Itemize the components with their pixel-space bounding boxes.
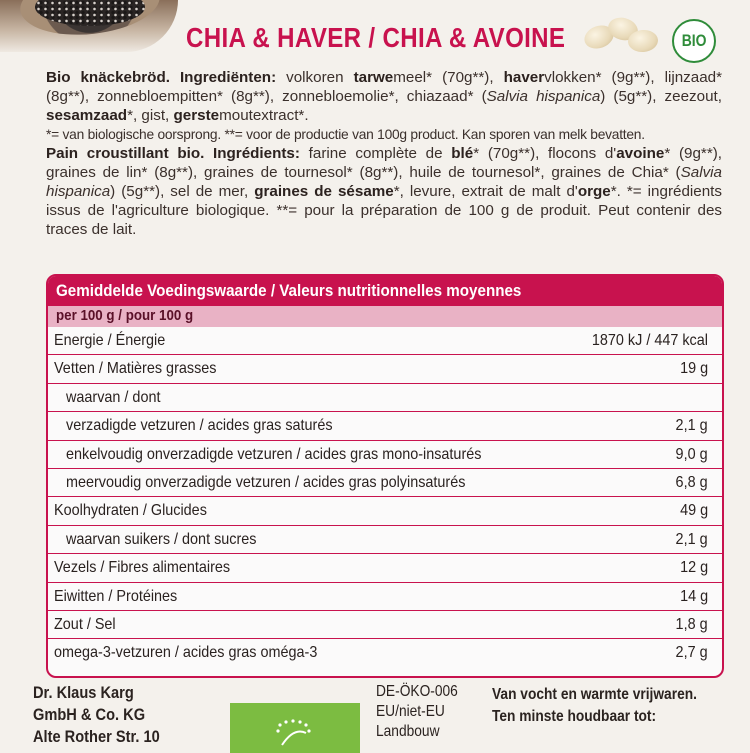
- manufacturer-address: [33, 682, 180, 748]
- nutrient-label: Energie / Énergie: [54, 332, 166, 349]
- ingredients-text: *. *= ingrédients issus de l'agriculture biologique. **= pour la préparation de 100 g de produit. Peut contenir des traces de lait.: [46, 183, 722, 238]
- address-line: Dr. Klaus Karg: [33, 683, 134, 702]
- cert-line: EU/niet-EU: [376, 703, 445, 720]
- allergen-text: tarwe: [353, 69, 394, 86]
- allergen-text: gerste: [173, 107, 220, 124]
- ingredients-text: * (70g**), flocons d': [473, 145, 617, 162]
- allergen-text: sesamzaad: [46, 107, 128, 124]
- nutrient-label: Zout / Sel: [54, 615, 116, 633]
- nutrition-row: [48, 639, 722, 666]
- nutrition-row: [48, 554, 722, 582]
- bio-badge: [672, 19, 716, 63]
- footer: [0, 680, 750, 750]
- nutrition-row: [48, 611, 722, 639]
- nutrient-label: Vetten / Matières grasses: [54, 360, 217, 378]
- nutrient-value: 6,8 g: [675, 473, 708, 491]
- nutrition-row: [48, 355, 722, 383]
- nutrition-row: [48, 526, 722, 554]
- ingredients-text: volkoren: [276, 69, 354, 86]
- ingredients-fr-label: Pain croustillant bio. Ingrédients:: [46, 145, 300, 162]
- nutrient-label: waarvan suikers / dont sucres: [66, 530, 257, 548]
- organic-certification: [376, 682, 471, 742]
- nutrient-value: 1,8 g: [675, 615, 708, 633]
- allergen-text: graines de sésame: [254, 183, 394, 200]
- nutrition-per-row: [48, 306, 722, 327]
- allergen-text: haver: [503, 69, 545, 86]
- cert-line: DE-ÖKO-006: [376, 683, 458, 700]
- nutrient-label: omega-3-vetzuren / acides gras oméga-3: [54, 644, 318, 662]
- oat-flakes-image: [582, 12, 662, 58]
- nutrient-value: 49 g: [679, 502, 708, 520]
- ingredients-text: meel* (70g**),: [393, 69, 504, 86]
- nutrient-value: 2,7 g: [675, 644, 708, 662]
- address-line: GmbH & Co. KG: [33, 705, 146, 724]
- allergen-text: blé: [451, 145, 474, 162]
- nutrition-row: [48, 327, 722, 355]
- nutrient-value: 12 g: [679, 559, 708, 577]
- address-line: Alte Rother Str. 10: [33, 727, 160, 746]
- chia-spoon-photo: [0, 0, 178, 52]
- ingredients-text: farine complète de: [299, 145, 452, 162]
- storage-instructions: [492, 684, 730, 728]
- allergen-text: avoine: [616, 145, 665, 162]
- latin-name-text: Salvia hispanica: [486, 88, 601, 105]
- ingredients-nl-note: *= van biologische oorsprong. **= voor de productie van 100g product. Kan sporen van melk bevatten.: [46, 127, 645, 142]
- bio-badge-label: BIO: [681, 31, 707, 50]
- ingredients-nl-label: Bio knäckebröd. Ingrediënten:: [46, 69, 277, 86]
- ingredients-fr: [46, 144, 722, 239]
- ingredients-text: *, gist,: [127, 107, 174, 124]
- nutrition-row: [48, 384, 722, 412]
- nutrition-row: [48, 441, 722, 469]
- ingredients-block: [46, 68, 722, 239]
- ingredients-nl: [46, 68, 722, 125]
- nutrient-value: 19 g: [679, 360, 708, 378]
- nutrition-row: [48, 469, 722, 497]
- nutrient-value: 2,1 g: [675, 417, 708, 435]
- nutrient-label: meervoudig onverzadigde vetzuren / acides gras polyinsaturés: [66, 473, 466, 491]
- allergen-text: orge: [577, 183, 611, 200]
- nutrient-label: waarvan / dont: [66, 388, 161, 406]
- leaf-icon: [274, 719, 314, 749]
- ingredients-text: ) (5g**), sel de mer,: [110, 183, 255, 200]
- nutrition-table: [46, 274, 724, 678]
- nutrition-row: [48, 583, 722, 611]
- storage-line: Ten minste houdbaar tot:: [492, 708, 657, 725]
- ingredients-text: *, levure, extrait de malt d': [393, 183, 578, 200]
- nutrition-header-text: Gemiddelde Voedingswaarde / Valeurs nutritionnelles moyennes: [56, 282, 522, 300]
- nutrient-value: 1870 kJ / 447 kcal: [591, 332, 708, 349]
- nutrient-value: 9,0 g: [675, 445, 708, 463]
- nutrient-label: Vezels / Fibres alimentaires: [54, 559, 231, 577]
- storage-line: Van vocht en warmte vrijwaren.: [492, 686, 697, 703]
- nutrition-row: [48, 497, 722, 525]
- latin-name-text: Salvia hispanica: [46, 164, 722, 200]
- ingredients-text: vlokken* (9g**), lijnzaad* (8g**), zonnebloempitten* (8g**), zonnebloemolie*, chiazaad* (: [46, 69, 722, 105]
- product-title: CHIA & HAVER / CHIA & AVOINE: [186, 22, 566, 53]
- nutrient-label: Koolhydraten / Glucides: [54, 502, 207, 520]
- nutrition-row: [48, 412, 722, 440]
- nutrient-label: verzadigde vetzuren / acides gras saturés: [66, 417, 333, 435]
- nutrition-header: [48, 276, 722, 306]
- nutrient-label: Eiwitten / Protéines: [54, 587, 178, 605]
- nutrient-label: enkelvoudig onverzadigde vetzuren / acides gras mono-insaturés: [66, 445, 482, 463]
- cert-line: Landbouw: [376, 723, 440, 740]
- nutrient-value: 2,1 g: [675, 530, 708, 548]
- nutrition-per-text: per 100 g / pour 100 g: [56, 308, 194, 324]
- ingredients-text: moutextract*.: [219, 107, 309, 124]
- ingredients-text: * (9g**), graines de lin* (8g**), graines de tournesol* (8g**), huile de tournesol*, graines de Chia* (: [46, 145, 723, 181]
- nutrient-value: 14 g: [679, 587, 708, 605]
- eu-organic-leaf-logo: [230, 703, 360, 753]
- ingredients-text: ) (5g**), zeezout,: [600, 88, 722, 105]
